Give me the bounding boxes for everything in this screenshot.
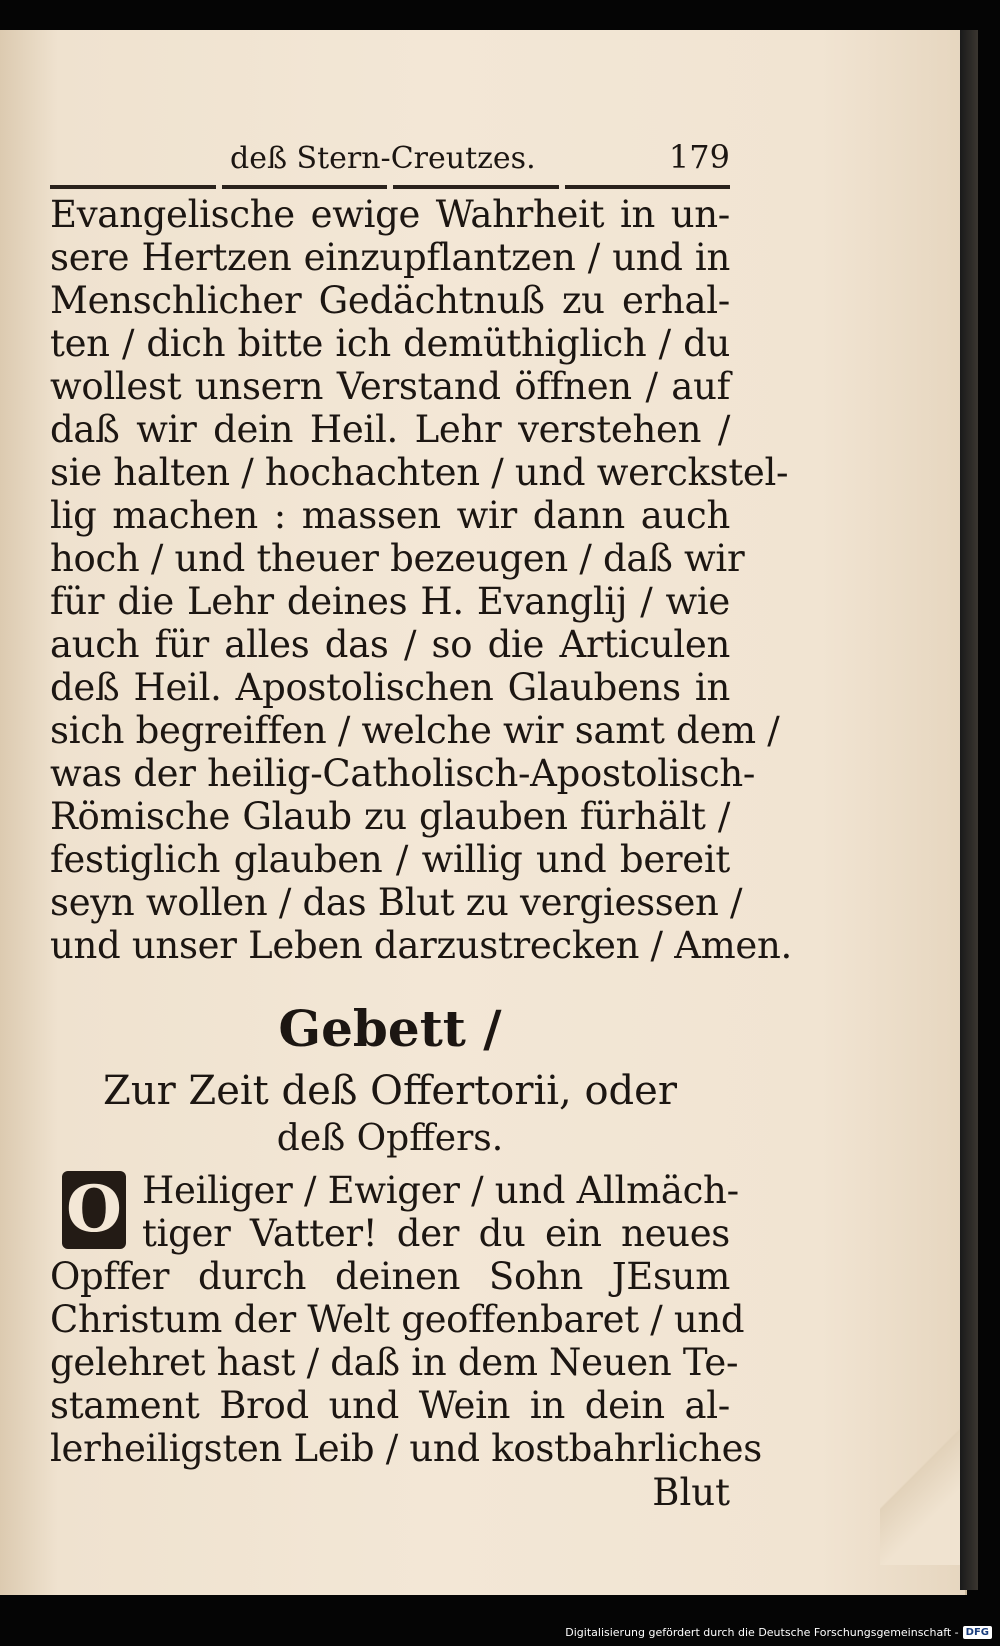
text-line: ten / dich bitte ich demüthiglich / du <box>50 322 730 365</box>
book-page <box>0 30 967 1595</box>
decorated-initial: O <box>62 1171 126 1249</box>
prayer-paragraph <box>50 1169 762 1515</box>
rule-segment <box>565 185 731 189</box>
text-line: stament Brod und Wein in dein al- <box>50 1384 730 1427</box>
page-text <box>50 138 792 1515</box>
text-line: was der heilig-Catholisch-Apostolisch- <box>50 752 756 795</box>
text-line: Opffer durch deinen Sohn JEsum <box>50 1255 730 1298</box>
text-line: für die Lehr deines H. Evanglij / wie <box>50 580 730 623</box>
text-line: auch für alles das / so die Articulen <box>50 623 730 666</box>
body-paragraph <box>50 193 792 967</box>
section-subheading: Zur Zeit deß Offertorii, oder <box>103 1068 677 1114</box>
page-corner-fold <box>880 1395 960 1565</box>
text-line: seyn wollen / das Blut zu vergiessen / <box>50 881 743 924</box>
catchword: Blut <box>652 1471 730 1514</box>
text-line: wollest unsern Verstand öffnen / auf <box>50 365 730 408</box>
running-title: deß Stern-Creutzes. <box>230 141 536 176</box>
text-line: lig machen : massen wir dann auch <box>50 494 730 537</box>
rule-segment <box>222 185 388 189</box>
rule-segment <box>393 185 559 189</box>
rule-segment <box>50 185 216 189</box>
digitization-footer <box>0 1618 1000 1646</box>
text-line: daß wir dein Heil. Lehr verstehen / <box>50 408 730 451</box>
text-line: lerheiligsten Leib / und kostbahrliches <box>50 1427 762 1470</box>
text-line: sere Hertzen einzupflantzen / und in <box>50 236 730 279</box>
footer-credit: Digitalisierung gefördert durch die Deutsche Forschungsgemeinschaft - <box>565 1625 959 1639</box>
text-line: tiger Vatter! der du ein neues <box>142 1212 730 1255</box>
text-line: Evangelische ewige Wahrheit in un- <box>50 193 730 236</box>
page-edge-shadow <box>960 30 978 1590</box>
page-header <box>50 138 730 183</box>
text-line: und unser Leben darzustrecken / Amen. <box>50 924 792 967</box>
section-heading: Gebett / <box>278 999 502 1058</box>
section-subheading-continued: deß Opffers. <box>276 1118 504 1159</box>
text-line: Römische Glaub zu glauben fürhält / <box>50 795 730 838</box>
text-line: hoch / und theuer bezeugen / daß wir <box>50 537 745 580</box>
text-line: Heiliger / Ewiger / und Allmäch- <box>142 1169 739 1212</box>
text-line: gelehret hast / daß in dem Neuen Te- <box>50 1341 739 1384</box>
text-line: sich begreiffen / welche wir samt dem / <box>50 709 780 752</box>
text-line: deß Heil. Apostolischen Glaubens in <box>50 666 730 709</box>
text-line: sie halten / hochachten / und werckstel- <box>50 451 789 494</box>
text-line: Menschlicher Gedächtnuß zu erhal- <box>50 279 730 322</box>
header-rule <box>50 185 730 189</box>
text-line: festiglich glauben / willig und bereit <box>50 838 730 881</box>
page-number: 179 <box>668 138 730 176</box>
dfg-logo-icon: DFG <box>963 1626 992 1639</box>
text-line: Christum der Welt geoffenbaret / und <box>50 1298 745 1341</box>
